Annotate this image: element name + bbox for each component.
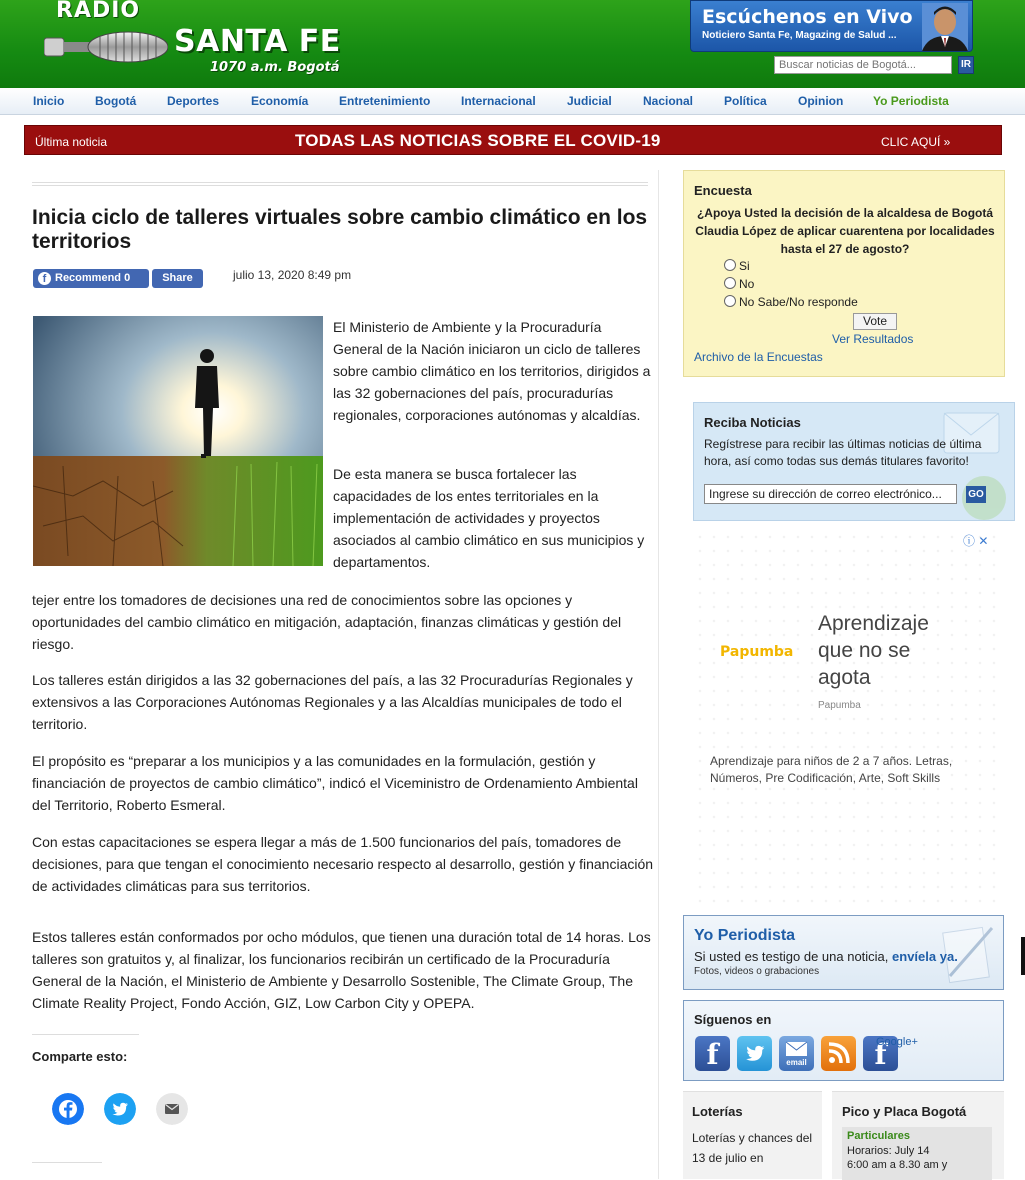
listen-live-title: Escúchenos en Vivo (702, 6, 913, 28)
twitter-bird-icon (737, 1036, 772, 1071)
search-go-button[interactable]: IR (958, 56, 974, 74)
share-divider (32, 1034, 139, 1035)
google-plus-icon[interactable]: f (863, 1036, 898, 1071)
ad-brand: Papumba (818, 700, 861, 711)
recommend-label: Recommend 0 (55, 272, 131, 284)
email-label: email (786, 1058, 807, 1067)
lotteries-title: Loterías (692, 1104, 743, 1119)
email-icon[interactable] (156, 1093, 188, 1125)
article-image-man-in-landscape (33, 316, 323, 566)
covid-banner[interactable] (24, 125, 1002, 155)
page-edge-marker (1021, 937, 1025, 975)
radio-button[interactable] (724, 295, 736, 307)
newsletter-box (693, 402, 1015, 521)
ad-choices-close-icon[interactable]: ⓘ ✕ (963, 534, 989, 548)
pico-placa-category: Particulares (847, 1130, 910, 1142)
nav-item-inicio[interactable]: Inicio (33, 94, 65, 108)
newsletter-go-button[interactable]: GO (966, 486, 986, 503)
covid-click-here-link[interactable]: CLIC AQUÍ » (881, 135, 951, 149)
yo-periodista-subtext: Fotos, videos o grabaciones (694, 966, 820, 977)
newsletter-email-input[interactable] (704, 484, 957, 504)
logo-frequency: 1070 a.m. Bogotá (210, 60, 340, 75)
nav-item-bogota[interactable]: Bogotá (95, 94, 137, 108)
twitter-icon[interactable] (737, 1036, 772, 1071)
pico-placa-hours: 6:00 am a 8.30 am y (847, 1159, 948, 1171)
yo-periodista-box[interactable] (683, 915, 1004, 990)
email-icon[interactable] (779, 1036, 814, 1071)
facebook-recommend-button[interactable] (33, 269, 149, 288)
nav-item-internacional[interactable]: Internacional (461, 94, 536, 108)
site-header (0, 0, 1025, 88)
yo-periodista-text: Si usted es testigo de una noticia, envíela ya. (694, 949, 958, 964)
nav-item-yo-periodista[interactable]: Yo Periodista (873, 94, 949, 108)
pico-placa-details (842, 1127, 992, 1180)
nav-item-judicial[interactable]: Judicial (567, 94, 612, 108)
nav-item-opinion[interactable]: Opinion (798, 94, 844, 108)
nav-item-politica[interactable]: Política (724, 94, 767, 108)
poll-title: Encuesta (694, 183, 752, 198)
nav-item-deportes[interactable]: Deportes (167, 94, 220, 108)
google-plus-label[interactable]: Google+ (876, 1036, 918, 1048)
poll-question: ¿Apoya Usted la decisión de la alcaldesa de Bogotá Claudia López de aplicar cuarentena por localidades hasta el 27 de agosto? (695, 206, 995, 256)
article-top-rule (32, 182, 648, 186)
article-paragraph: Los talleres están dirigidos a las 32 gobernaciones del país, a las 32 Procuradurías Regionales y extensivos a las Corporaciones Autónomas Regionales y a las Alcaldías municipales de todo el territorio. (32, 672, 633, 732)
rss-icon[interactable] (821, 1036, 856, 1071)
share-bottom-divider (32, 1162, 102, 1163)
send-it-link[interactable]: envíela ya. (892, 949, 958, 964)
article-paragraph: Estos talleres están conformados por ocho módulos, que tienen una duración total de 14 horas. Los talleres son gratuitos y, al finalizar, los funcionarios recibirán un certificado de la Procuraduría General de la Nación, el Ministerio de Ambiente y Desarrollo Sostenible, The Climate Group, The Climate Reality Project, Fondo Acción, GIZ, Low Carbon City y OPEPA. (32, 929, 651, 1011)
nav-item-entretenimiento[interactable]: Entretenimiento (339, 94, 431, 108)
article-paragraph: tejer entre los tomadores de decisiones una red de conocimientos sobre las opciones y oportunidades del cambio climático en mitigación, adaptación, finanzas climáticas y gestión del riesgo. (32, 592, 622, 652)
article-paragraph: El Ministerio de Ambiente y la Procuraduría General de la Nación iniciaron un ciclo de talleres sobre cambio climático en los territorios, dirigidos a las 32 gobernaciones del país, procuradurías regionales, corporaciones autónomas y alcaldías. (333, 319, 651, 423)
yo-periodista-title: Yo Periodista (694, 927, 796, 944)
facebook-share-button[interactable]: Share (152, 269, 203, 288)
rss-feed-icon (821, 1036, 856, 1071)
poll-box (683, 170, 1005, 377)
pico-placa-title: Pico y Placa Bogotá (842, 1104, 967, 1119)
nav-item-nacional[interactable]: Nacional (643, 94, 694, 108)
covid-headline[interactable]: TODAS LAS NOTICIAS SOBRE EL COVID-19 (295, 131, 661, 150)
radio-button[interactable] (724, 259, 736, 271)
poll-archive-link[interactable]: Archivo de la Encuestas (694, 350, 823, 364)
share-heading: Comparte esto: (32, 1049, 128, 1064)
newsletter-text: Regístrese para recibir las últimas noticias de última hora, así como todas sus demás titulares favorito! (704, 437, 982, 468)
lotteries-box (683, 1091, 822, 1179)
lotteries-link[interactable]: Loterías y chances del 13 de julio en (692, 1131, 813, 1165)
poll-option-no-sabe[interactable]: No Sabe/No responde (724, 295, 858, 309)
poll-option-no[interactable]: No (724, 277, 754, 291)
listen-live-banner[interactable] (690, 0, 973, 52)
ad-description: Aprendizaje para niños de 2 a 7 años. Letras, Números, Pre Codificación, Arte, Soft Skills (710, 754, 953, 785)
main-nav (0, 88, 1025, 115)
article-date: julio 13, 2020 8:49 pm (233, 268, 352, 282)
poll-option-si[interactable]: Si (724, 259, 750, 273)
article-paragraph: El propósito es “preparar a los municipios y a las comunidades en la formulación, gestión y financiación de proyectos de cambio climático”, indicó el Viceministro de Ordenamiento Ambiental del Territorio, Roberto Esmeral. (32, 753, 638, 813)
column-divider (658, 170, 659, 1179)
article-paragraph: Con estas capacitaciones se espera llegar a más de 1.500 funcionarios del país, tomadores de decisiones, para que tengan el conocimiento necesario respecto al desarrollo, gestión y financiación de actividades climáticas para sus territorios. (32, 834, 654, 894)
papumba-logo: Papumba (720, 644, 794, 660)
twitter-icon[interactable] (104, 1093, 136, 1125)
logo-radio-text: RADIO (56, 0, 141, 23)
nav-item-economia[interactable]: Economía (251, 94, 309, 108)
article-paragraph: De esta manera se busca fortalecer las capacidades de los entes territoriales en la implementación de actividades y proyectos asociados al cambio climático en sus municipios y departamentos. (333, 466, 645, 570)
newsletter-title: Reciba Noticias (704, 415, 801, 430)
anchor-photo (922, 3, 968, 51)
follow-us-title: Síguenos en (694, 1012, 772, 1027)
ad-headline[interactable]: Aprendizaje que no se agota (818, 612, 929, 689)
view-results-link[interactable]: Ver Resultados (832, 332, 914, 346)
listen-live-subtitle: Noticiero Santa Fe, Magazing de Salud ... (702, 30, 897, 41)
article-title: Inicia ciclo de talleres virtuales sobre cambio climático en los territorios (32, 206, 648, 253)
advertisement[interactable] (693, 530, 1003, 905)
pico-placa-schedule: Horarios: July 14 (847, 1145, 930, 1157)
facebook-icon: f (38, 272, 51, 285)
logo-santa-fe: SANTA FE (174, 24, 341, 59)
envelope-icon (779, 1036, 814, 1060)
vote-button[interactable]: Vote (853, 313, 897, 330)
microphone-logo-icon (44, 30, 168, 64)
follow-us-box (683, 1000, 1004, 1081)
pico-placa-box (832, 1091, 1004, 1179)
radio-button[interactable] (724, 277, 736, 289)
latest-news-label: Última noticia (35, 135, 108, 149)
facebook-icon[interactable] (52, 1093, 84, 1125)
news-search-input[interactable] (774, 56, 952, 74)
facebook-icon[interactable]: f (695, 1036, 730, 1071)
